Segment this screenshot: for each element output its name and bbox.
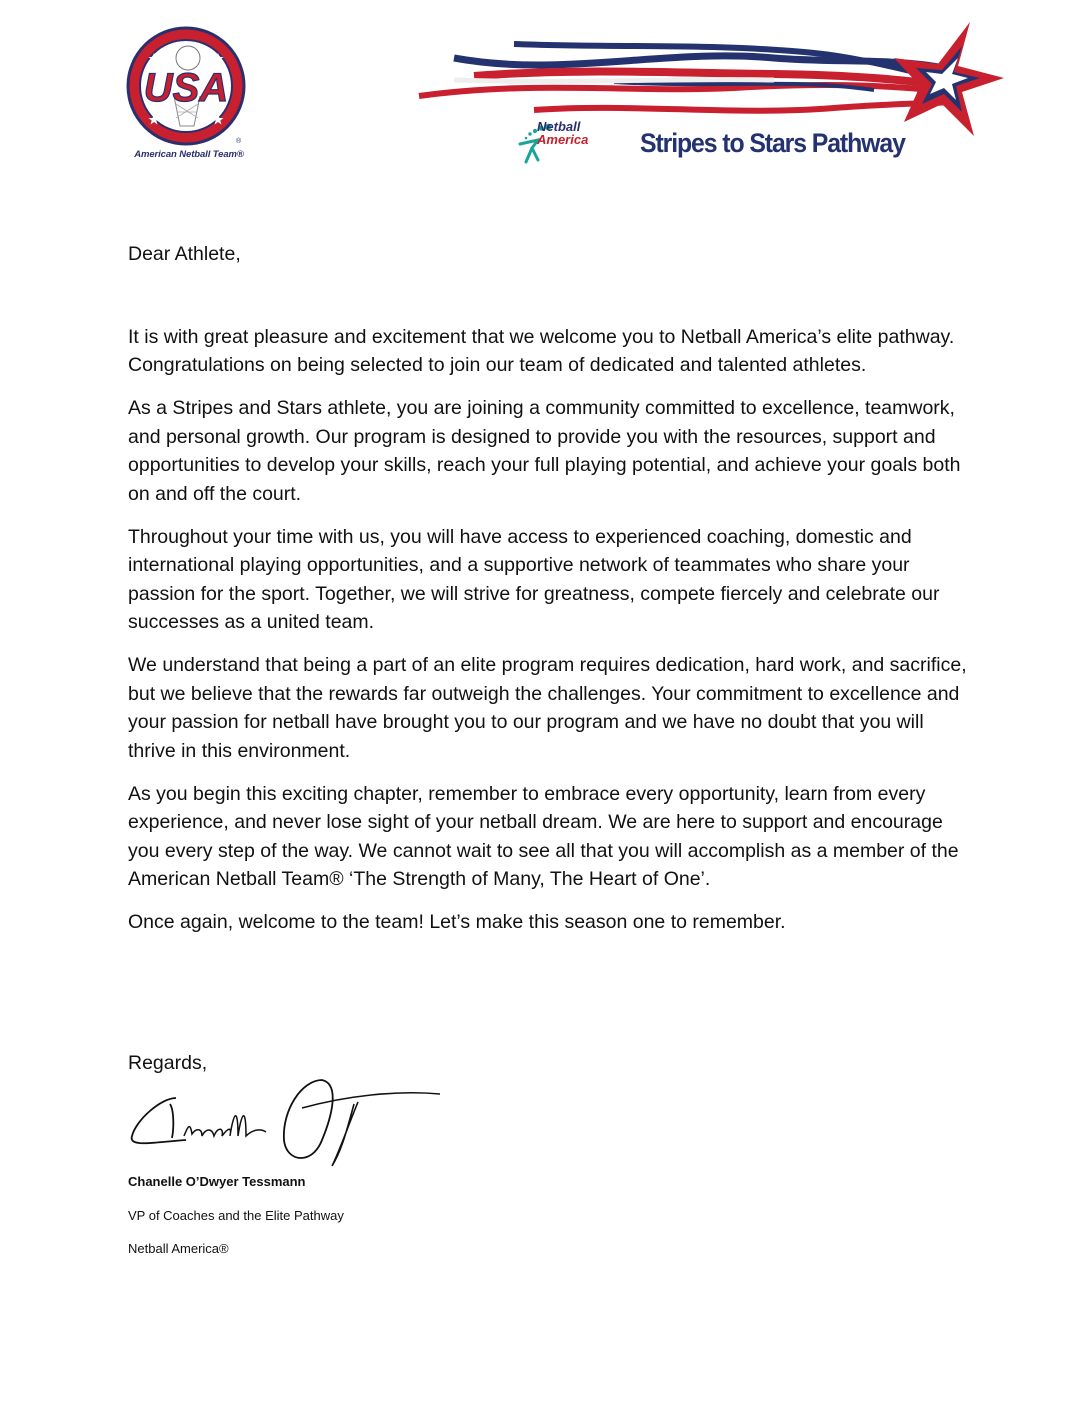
signatory-title: VP of Coaches and the Elite Pathway: [128, 1208, 344, 1223]
paragraph-welcome: It is with great pleasure and excitement that we welcome you to Netball America’s elite pathway. Congratulations on being selected to join our team of dedicated and talented athletes.: [128, 325, 955, 376]
usa-logo-text: USA: [143, 66, 229, 110]
paragraph-closing: Once again, welcome to the team! Let’s make this season one to remember.: [128, 911, 786, 933]
signatory-name: Chanelle O’Dwyer Tessmann: [128, 1174, 306, 1189]
pathway-title: Stripes to Stars Pathway: [640, 128, 905, 158]
registered-mark: ®: [236, 138, 242, 145]
shooting-star-icon: [414, 18, 1014, 138]
netball-america-wordmark: [537, 120, 588, 146]
signatory-organization: Netball America®: [128, 1241, 229, 1256]
netball-america-line1: Netball: [537, 119, 581, 134]
netball-america-line2: America: [537, 132, 589, 147]
paragraph-community: As a Stripes and Stars athlete, you are joining a community committed to excellence, teamwork, and personal growth. Our program is designed to provide you with the resources, support and opportunities to develop your skills, reach your full playing potential, and achieve your goals both on and off the court.: [128, 397, 961, 505]
paragraph-commitment: We understand that being a part of an elite program requires dedication, hard work, and sacrifice, but we believe that the rewards far outweigh the challenges. Your commitment to excellence and your passion for netball have brought you to our program and we have no doubt that you will thrive in this environment.: [128, 654, 967, 762]
usa-netball-logo: [124, 26, 254, 166]
letter-body: [128, 240, 968, 951]
usa-logo-caption: American Netball Team®: [134, 149, 244, 160]
paragraph-encouragement: As you begin this exciting chapter, remember to embrace every opportunity, learn from every experience, and never lose sight of your netball dream. We are here to support and encourage you every step of the way. We cannot wait to see all that you will accomplish as a member of the American Netball Team® ‘The Strength of Many, The Heart of One’.: [128, 782, 959, 890]
closing-regards: Regards,: [128, 1052, 208, 1074]
salutation: Dear Athlete,: [128, 243, 241, 265]
handwritten-signature: [126, 1070, 446, 1170]
paragraph-opportunities: Throughout your time with us, you will have access to experienced coaching, domestic and international playing opportunities, and a supportive network of teammates who share your passion for the sport. Together, we will strive for greatness, compete fiercely and celebrate our successes as a united team.: [128, 525, 940, 633]
